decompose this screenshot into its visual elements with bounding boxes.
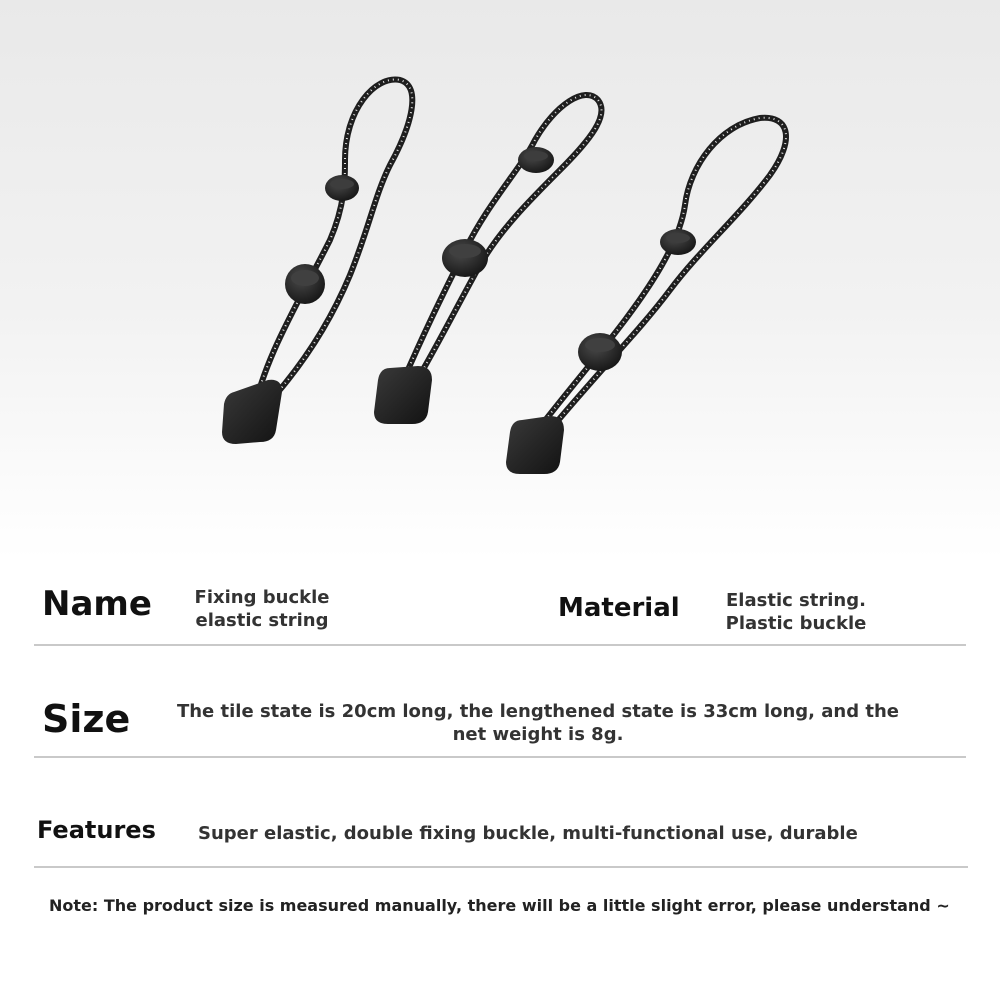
cord-end-tip [506, 416, 564, 474]
spec-name-label: Name [42, 584, 152, 624]
spec-material-label: Material [558, 593, 680, 623]
measurement-note: Note: The product size is measured manually, there will be a little slight error, please understand ~ [49, 896, 950, 915]
spec-name-value: Fixing buckle elastic string [194, 587, 330, 631]
divider-1 [34, 644, 966, 646]
spec-material-value: Elastic string. Plastic buckle [725, 590, 867, 634]
spec-features-value: Super elastic, double fixing buckle, multi-functional use, durable [198, 823, 858, 844]
elastic-string-2 [374, 95, 602, 424]
spec-size-value: The tile state is 20cm long, the lengthened state is 33cm long, and the net weight is 8g. [176, 701, 900, 745]
divider-2 [34, 756, 966, 758]
spec-features-label: Features [37, 816, 156, 844]
elastic-string-3 [506, 118, 786, 474]
spec-size-label: Size [42, 697, 131, 741]
divider-3 [34, 866, 968, 868]
cord-end-tip [222, 380, 282, 444]
cord-end-tip [374, 366, 432, 424]
